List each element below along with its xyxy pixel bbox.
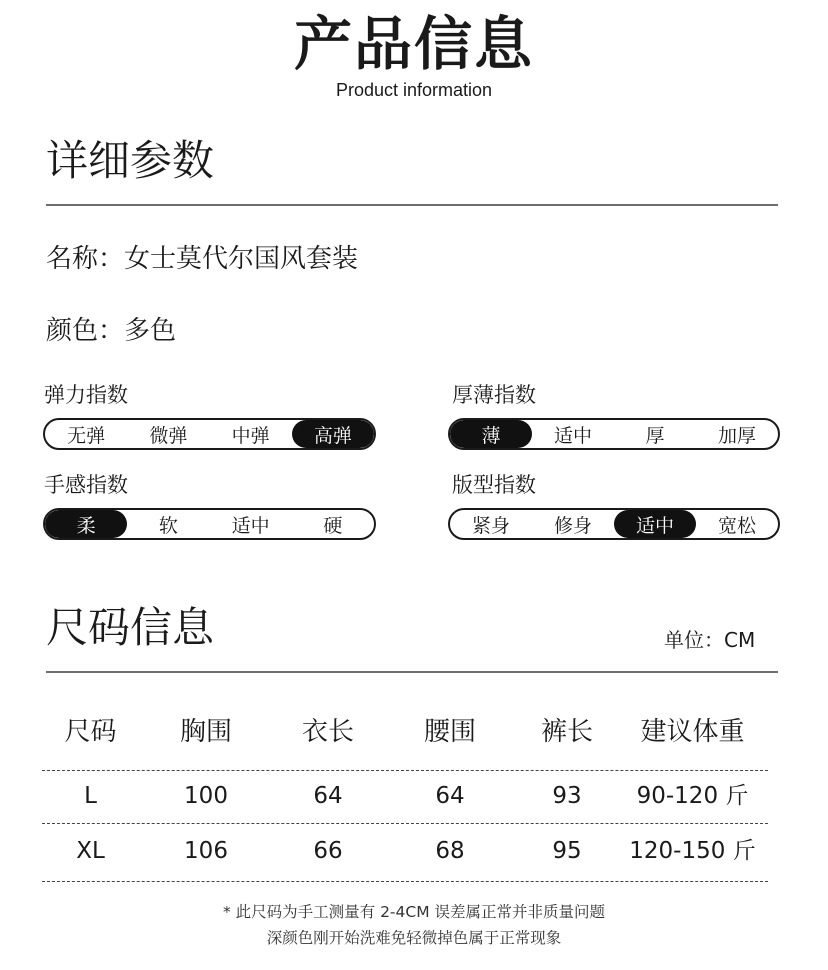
header-cell: 尺码 [64, 717, 117, 747]
table-cell: 64 [313, 783, 343, 809]
fit-option: 适中 [614, 510, 696, 538]
table-cell: L [84, 783, 97, 809]
feel-option: 柔 [45, 510, 127, 538]
table-row [42, 776, 768, 816]
table-cell: 66 [313, 838, 343, 864]
table-divider [42, 881, 768, 882]
elasticity-label: 弹力指数 [44, 383, 128, 407]
header-cell: 腰围 [423, 717, 476, 747]
color-note: 深颜色刚开始洗难免轻微掉色属于正常现象 [266, 929, 562, 947]
header-cell: 建议体重 [640, 717, 745, 747]
fit-option: 修身 [553, 514, 592, 537]
size-table [42, 712, 768, 882]
size-note: * 此尺码为手工测量有 2-4CM 误差属正常并非质量问题 [222, 903, 606, 921]
page-subtitle: Product information [335, 80, 493, 100]
fit-option: 宽松 [717, 514, 756, 537]
thickness-option: 加厚 [717, 424, 756, 447]
product-color: 颜色：多色 [46, 316, 177, 346]
elasticity-option: 中弹 [231, 424, 270, 447]
thickness-option: 薄 [450, 420, 532, 448]
table-divider [42, 823, 768, 824]
product-name: 名称：女士莫代尔国风套装 [46, 244, 359, 274]
table-cell: 120-150 斤 [629, 838, 756, 864]
fit-scale [448, 508, 780, 540]
page-title: 产品信息 [293, 10, 534, 78]
header-cell: 裤长 [540, 717, 593, 747]
fit-label: 版型指数 [452, 473, 536, 497]
fit-option: 紧身 [471, 514, 510, 537]
size-section-title: 尺码信息 [46, 603, 215, 652]
table-divider [42, 770, 768, 771]
table-cell: 106 [184, 838, 228, 864]
size-unit: 单位：CM [664, 628, 756, 652]
elasticity-option: 无弹 [67, 424, 106, 447]
elasticity-option: 高弹 [292, 420, 374, 448]
feel-option: 硬 [323, 514, 343, 537]
elasticity-scale [43, 418, 376, 450]
table-cell: 64 [435, 783, 465, 809]
table-cell: 95 [552, 838, 582, 864]
table-cell: 90-120 斤 [636, 783, 749, 809]
details-divider [46, 204, 778, 206]
table-cell: 100 [184, 783, 228, 809]
size-table-header [42, 712, 768, 752]
table-row [42, 831, 768, 871]
feel-label: 手感指数 [44, 473, 128, 497]
feel-option: 软 [158, 514, 178, 537]
table-cell: XL [76, 838, 105, 864]
feel-option: 适中 [231, 514, 270, 537]
thickness-label: 厚薄指数 [452, 383, 536, 407]
header-cell: 衣长 [301, 717, 354, 747]
thickness-option: 适中 [553, 424, 592, 447]
table-cell: 68 [435, 838, 465, 864]
size-divider [46, 671, 778, 673]
thickness-scale [448, 418, 780, 450]
details-section-title: 详细参数 [46, 136, 215, 185]
thickness-option: 厚 [645, 424, 665, 447]
table-cell: 93 [552, 783, 582, 809]
feel-scale [43, 508, 376, 540]
header-cell: 胸围 [179, 717, 232, 747]
elasticity-option: 微弹 [149, 424, 188, 447]
